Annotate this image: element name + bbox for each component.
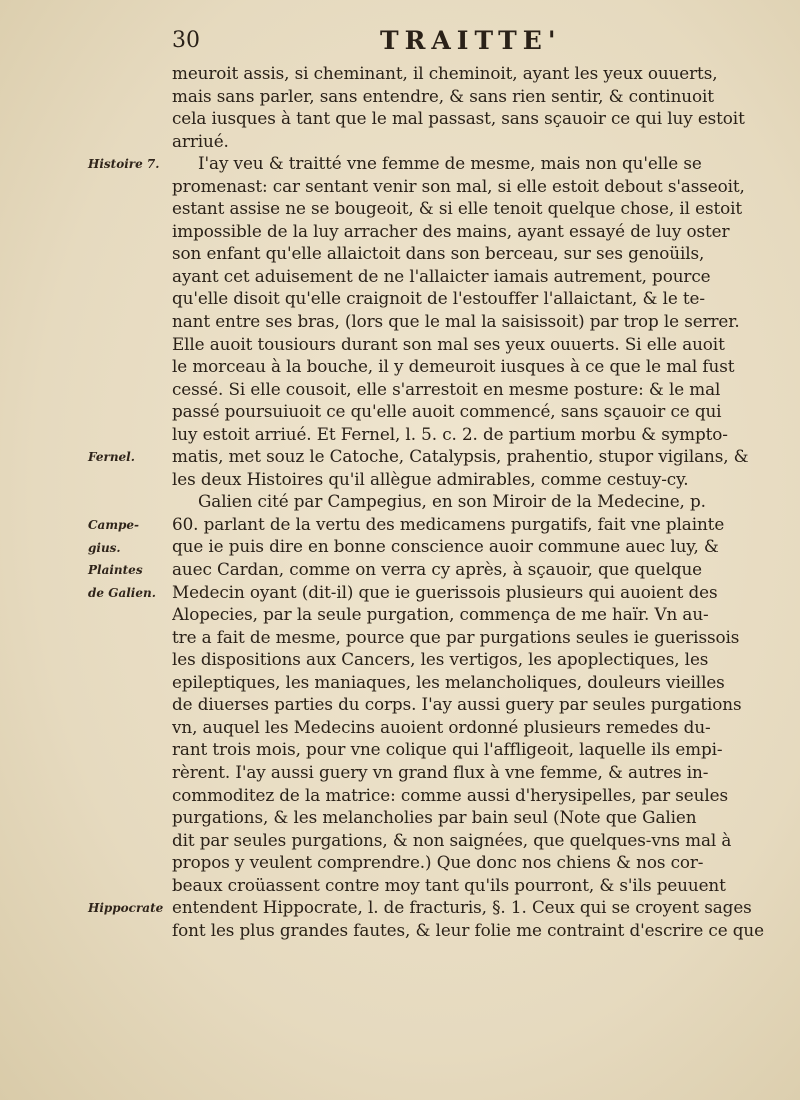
text-line: 60. parlant de la vertu des medicamens purgatifs, fait vne plainte bbox=[172, 513, 725, 534]
text-line: Elle auoit tousiours durant son mal ses yeux ouuerts. Si elle auoit bbox=[172, 333, 725, 354]
margin-note: Hippocrate bbox=[88, 901, 164, 916]
text-line: le morceau à la bouche, il y demeuroit iusques à ce que le mal fust bbox=[172, 356, 735, 377]
text-line: qu'elle disoit qu'elle craignoit de l'estouffer l'allaictant, & le te- bbox=[172, 288, 705, 309]
text-line: arriué. bbox=[172, 130, 229, 151]
text-line: cela iusques à tant que le mal passast, sans sçauoir ce qui luy estoit bbox=[172, 108, 745, 129]
text-line: auec Cardan, comme on verra cy après, à sçauoir, que quelque bbox=[172, 559, 703, 580]
text-line: epileptiques, les maniaques, les melancholiques, douleurs vieilles bbox=[172, 671, 725, 692]
text-line: tre a fait de mesme, pource que par purgations seules ie guerissois bbox=[172, 626, 740, 647]
text-line: impossible de la luy arracher des mains, ayant essayé de luy oster bbox=[172, 220, 730, 241]
text-line: mais sans parler, sans entendre, & sans rien sentir, & continuoit bbox=[172, 85, 714, 106]
text-line: dit par seules purgations, & non saignées, que quelques-vns mal à bbox=[172, 829, 732, 850]
text-line: cessé. Si elle cousoit, elle s'arrestoit en mesme posture: & le mal bbox=[172, 378, 721, 399]
text-line: rèrent. I'ay aussi guery vn grand flux à vne femme, & autres in- bbox=[172, 761, 709, 782]
text-line: les deux Histoires qu'il allègue admirables, comme cestuy-cy. bbox=[172, 468, 689, 489]
text-line: purgations, & les melancholies par bain seul (Note que Galien bbox=[172, 807, 697, 828]
page-header bbox=[0, 22, 800, 62]
text-line: passé poursuiuoit ce qu'elle auoit commencé, sans sçauoir ce qui bbox=[172, 401, 722, 422]
margin-note: Campe- bbox=[88, 518, 140, 532]
text-line: propos y veulent comprendre.) Que donc nos chiens & nos cor- bbox=[172, 852, 704, 873]
margin-note: de Galien. bbox=[88, 585, 156, 600]
text-line: luy estoit arriué. Et Fernel, l. 5. c. 2. de partium morbu & sympto- bbox=[172, 423, 728, 444]
text-line: font les plus grandes fautes, & leur folie me contraint d'escrire ce que bbox=[172, 919, 764, 940]
text-line: rant trois mois, pour vne colique qui l'affligeoit, laquelle ils empi- bbox=[172, 739, 723, 760]
text-line: nant entre ses bras, (lors que le mal la saisissoit) par trop le serrer. bbox=[172, 311, 740, 332]
margin-note: Fernel. bbox=[88, 450, 135, 465]
margin-note: gius. bbox=[88, 540, 121, 555]
text-line: matis, met souz le Catoche, Catalypsis, prahentio, stupor vigilans, & bbox=[172, 446, 749, 467]
text-line: meuroit assis, si cheminant, il cheminoit, ayant les yeux ouuerts, bbox=[172, 63, 718, 83]
text-line: I'ay veu & traitté vne femme de mesme, mais non qu'elle se bbox=[198, 153, 702, 174]
text-line: beaux croüassent contre moy tant qu'ils pourront, & s'ils peuuent bbox=[172, 874, 726, 895]
text-line: estant assise ne se bougeoit, & si elle tenoit quelque chose, il estoit bbox=[172, 198, 743, 219]
text-line: de diuerses parties du corps. I'ay aussi guery par seules purgations bbox=[172, 694, 742, 715]
running-title: TRAITTE' bbox=[380, 26, 562, 55]
margin-note: Plaintes bbox=[88, 563, 143, 578]
text-line: Galien cité par Campegius, en son Miroir de la Medecine, p. bbox=[198, 491, 706, 512]
text-line: entendent Hippocrate, l. de fracturis, §. 1. Ceux qui se croyent sages bbox=[172, 897, 752, 918]
text-line: commoditez de la matrice: comme aussi d'herysipelles, par seules bbox=[172, 784, 728, 805]
text-line: son enfant qu'elle allaictoit dans son berceau, sur ses genoüils, bbox=[172, 243, 705, 264]
text-line: les dispositions aux Cancers, les vertigos, les apoplectiques, les bbox=[172, 649, 709, 670]
main-text bbox=[172, 62, 784, 941]
margin-note: Histoire 7. bbox=[88, 157, 160, 172]
text-line: vn, auquel les Medecins auoient ordonné plusieurs remedes du- bbox=[172, 716, 711, 737]
text-line: Medecin oyant (dit-il) que ie guerissois plusieurs qui auoient des bbox=[172, 581, 718, 602]
text-line: que ie puis dire en bonne conscience auoir commune auec luy, & bbox=[172, 536, 719, 557]
text-line: promenast: car sentant venir son mal, si elle estoit debout s'asseoit, bbox=[172, 175, 745, 196]
page-number: 30 bbox=[172, 28, 200, 53]
text-line: Alopecies, par la seule purgation, commença de me haïr. Vn au- bbox=[172, 604, 709, 625]
text-line: ayant cet aduisement de ne l'allaicter iamais autrement, pource bbox=[172, 265, 711, 286]
